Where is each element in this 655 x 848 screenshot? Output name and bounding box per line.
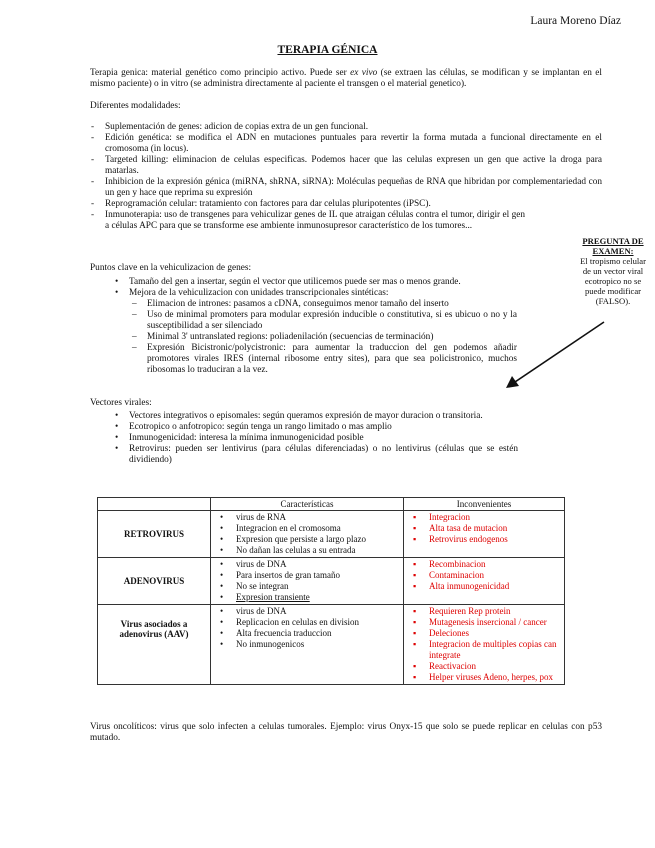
page-title: TERAPIA GÉNICA — [277, 44, 378, 56]
list-item: - Edición genética: se modifica el ADN en mutaciones puntuales para revertir la forma mutada a funcional directamente en el cromosoma (in locus). — [90, 133, 602, 155]
list-item: • Retrovirus: pueden ser lentivirus (para células diferenciadas) o no lentivirus (células que se estén dividiendo) — [112, 444, 518, 466]
list-item: • Mejora de la vehiculizacion con unidades transcripcionales sintéticas: — [112, 288, 517, 299]
table-row — [98, 558, 565, 605]
list-item: • virus de DNA — [214, 606, 400, 617]
list-item: – Elimacion de intrones: pasamos a cDNA, conseguimos menor tamaño del inserto — [129, 299, 517, 310]
list-item: ▪ Recombinacion — [407, 559, 561, 570]
list-item: ▪ Mutagenesis insercional / cancer — [407, 617, 561, 628]
list-item: ▪ Reactivacion — [407, 661, 561, 672]
list-item: ▪ Helper viruses Adeno, herpes, pox — [407, 672, 561, 683]
list-item: – Expresión Bicistronic/polycistronic: para aumentar la traduccion del gen podemos añadir promotores virales IRES (internal ribosome entry sites), para que sea policistronico, muchos ribosomas lo traduciran a la vez. — [129, 343, 517, 376]
vectores-heading: Vectores virales: — [90, 398, 152, 408]
list-item: • Tamaño del gen a insertar, según el vector que utilicemos puede ser mas o menos grande. — [112, 277, 517, 288]
list-item: ▪ Integracion de multiples copias can integrate — [407, 639, 561, 661]
list-item: ▪ Requieren Rep protein — [407, 606, 561, 617]
list-item: • Vectores integrativos o episomales: según queramos expresión de mayor duracion o transitoria. — [112, 411, 518, 422]
list-item: • No inmunogenicos — [214, 639, 400, 650]
intro-lead: Terapia genica: material genético como principio activo. Puede ser — [90, 68, 351, 78]
table-row — [98, 605, 565, 685]
list-item: - Inmunoterapia: uso de transgenes para vehiculizar genes de IL que atraigan células contra el tumor, dirigir el gen a células APC para que se transforme ese ambiente inmunosupresor característico de los tumores... — [90, 210, 525, 232]
list-item: • No dañan las celulas a su entrada — [214, 545, 400, 556]
list-item: • Ecotropico o anfotropico: según tenga un rango limitado o mas amplio — [112, 422, 518, 433]
list-item: - Targeted killing: eliminacion de celulas especificas. Podemos hacer que las celulas expresen un gen que active la droga para matarlas. — [90, 155, 602, 177]
modalidades-heading: Diferentes modalidades: — [90, 101, 181, 111]
caracteristicas-cell — [211, 511, 404, 558]
list-item: • Inmunogenicidad: interesa la mínima inmunogenicidad posible — [112, 433, 518, 444]
list-item: ▪ Integracion — [407, 512, 561, 523]
exam-note-heading: PREGUNTA DE EXAMEN: — [582, 236, 644, 256]
list-item: • Expresion que persiste a largo plazo — [214, 534, 400, 545]
caracteristicas-cell — [211, 558, 404, 605]
list-item: • virus de RNA — [214, 512, 400, 523]
list-item: ▪ Contaminacion — [407, 570, 561, 581]
caracteristicas-cell — [211, 605, 404, 685]
list-item: • Integracion en el cromosoma — [214, 523, 400, 534]
author-name: Laura Moreno Díaz — [530, 15, 621, 27]
vectores-list — [112, 411, 518, 466]
list-item: ▪ Retrovirus endogenos — [407, 534, 561, 545]
table-header — [98, 498, 211, 511]
list-item: • Expresion transiente — [214, 592, 400, 603]
oncoliticos-paragraph: Virus oncolíticos: virus que solo infecten a celulas tumorales. Ejemplo: virus Onyx-15 que solo se puede replicar en celulas con p53 mutado. — [90, 722, 602, 743]
modalidades-list — [90, 122, 602, 232]
puntos-block — [112, 277, 517, 376]
intro-paragraph — [90, 68, 602, 90]
row-name: Virus asociados a adenovirus (AAV) — [98, 605, 211, 685]
list-item: ▪ Alta inmunogenicidad — [407, 581, 561, 592]
list-item: • Para insertos de gran tamaño — [214, 570, 400, 581]
puntos-sublist — [129, 299, 517, 376]
table-header: Inconvenientes — [404, 498, 565, 511]
list-item: – Minimal 3' untranslated regions: poliadenilación (secuencias de terminación) — [129, 332, 517, 343]
table-header: Características — [211, 498, 404, 511]
table-row — [98, 511, 565, 558]
list-item: • Alta frecuencia traduccion — [214, 628, 400, 639]
inconvenientes-cell — [404, 605, 565, 685]
list-item: • Replicacion en celulas en division — [214, 617, 400, 628]
list-item: – Uso de minimal promoters para modular expresión inducible o constitutiva, si es ubicuo o no y la susceptibilidad a ser silenciado — [129, 310, 517, 332]
row-name: ADENOVIRUS — [98, 558, 211, 605]
vectors-table — [97, 497, 565, 685]
puntos-list — [112, 277, 517, 299]
list-item: • No se integran — [214, 581, 400, 592]
exam-note — [578, 236, 648, 306]
intro-rest: (se extraen las células, se modifican y se implantan en el mismo paciente) o in vitro (se administra directamente al paciente el transgen o el material genetico). — [90, 68, 603, 89]
inconvenientes-cell — [404, 558, 565, 605]
row-name: RETROVIRUS — [98, 511, 211, 558]
list-item: ▪ Alta tasa de mutacion — [407, 523, 561, 534]
exam-note-text: El tropismo celular de un vector viral ecotropico no se puede modificar (FALSO). — [580, 256, 646, 306]
puntos-heading: Puntos clave en la vehiculizacion de genes: — [90, 263, 252, 273]
list-item: - Inhibicion de la expresión génica (miRNA, shRNA, siRNA): Moléculas pequeñas de RNA que hibridan por complementariedad con un gen y hace que reprima su expresión — [90, 177, 602, 199]
list-item: ▪ Deleciones — [407, 628, 561, 639]
intro-emph: ex vivo — [350, 68, 378, 78]
list-item: - Reprogramación celular: tratamiento con factores para dar celulas pluripotentes (iPSC). — [90, 199, 602, 210]
inconvenientes-cell — [404, 511, 565, 558]
list-item: • virus de DNA — [214, 559, 400, 570]
list-item: - Suplementación de genes: adicion de copias extra de un gen funcional. — [90, 122, 602, 133]
table-header-row — [98, 498, 565, 511]
